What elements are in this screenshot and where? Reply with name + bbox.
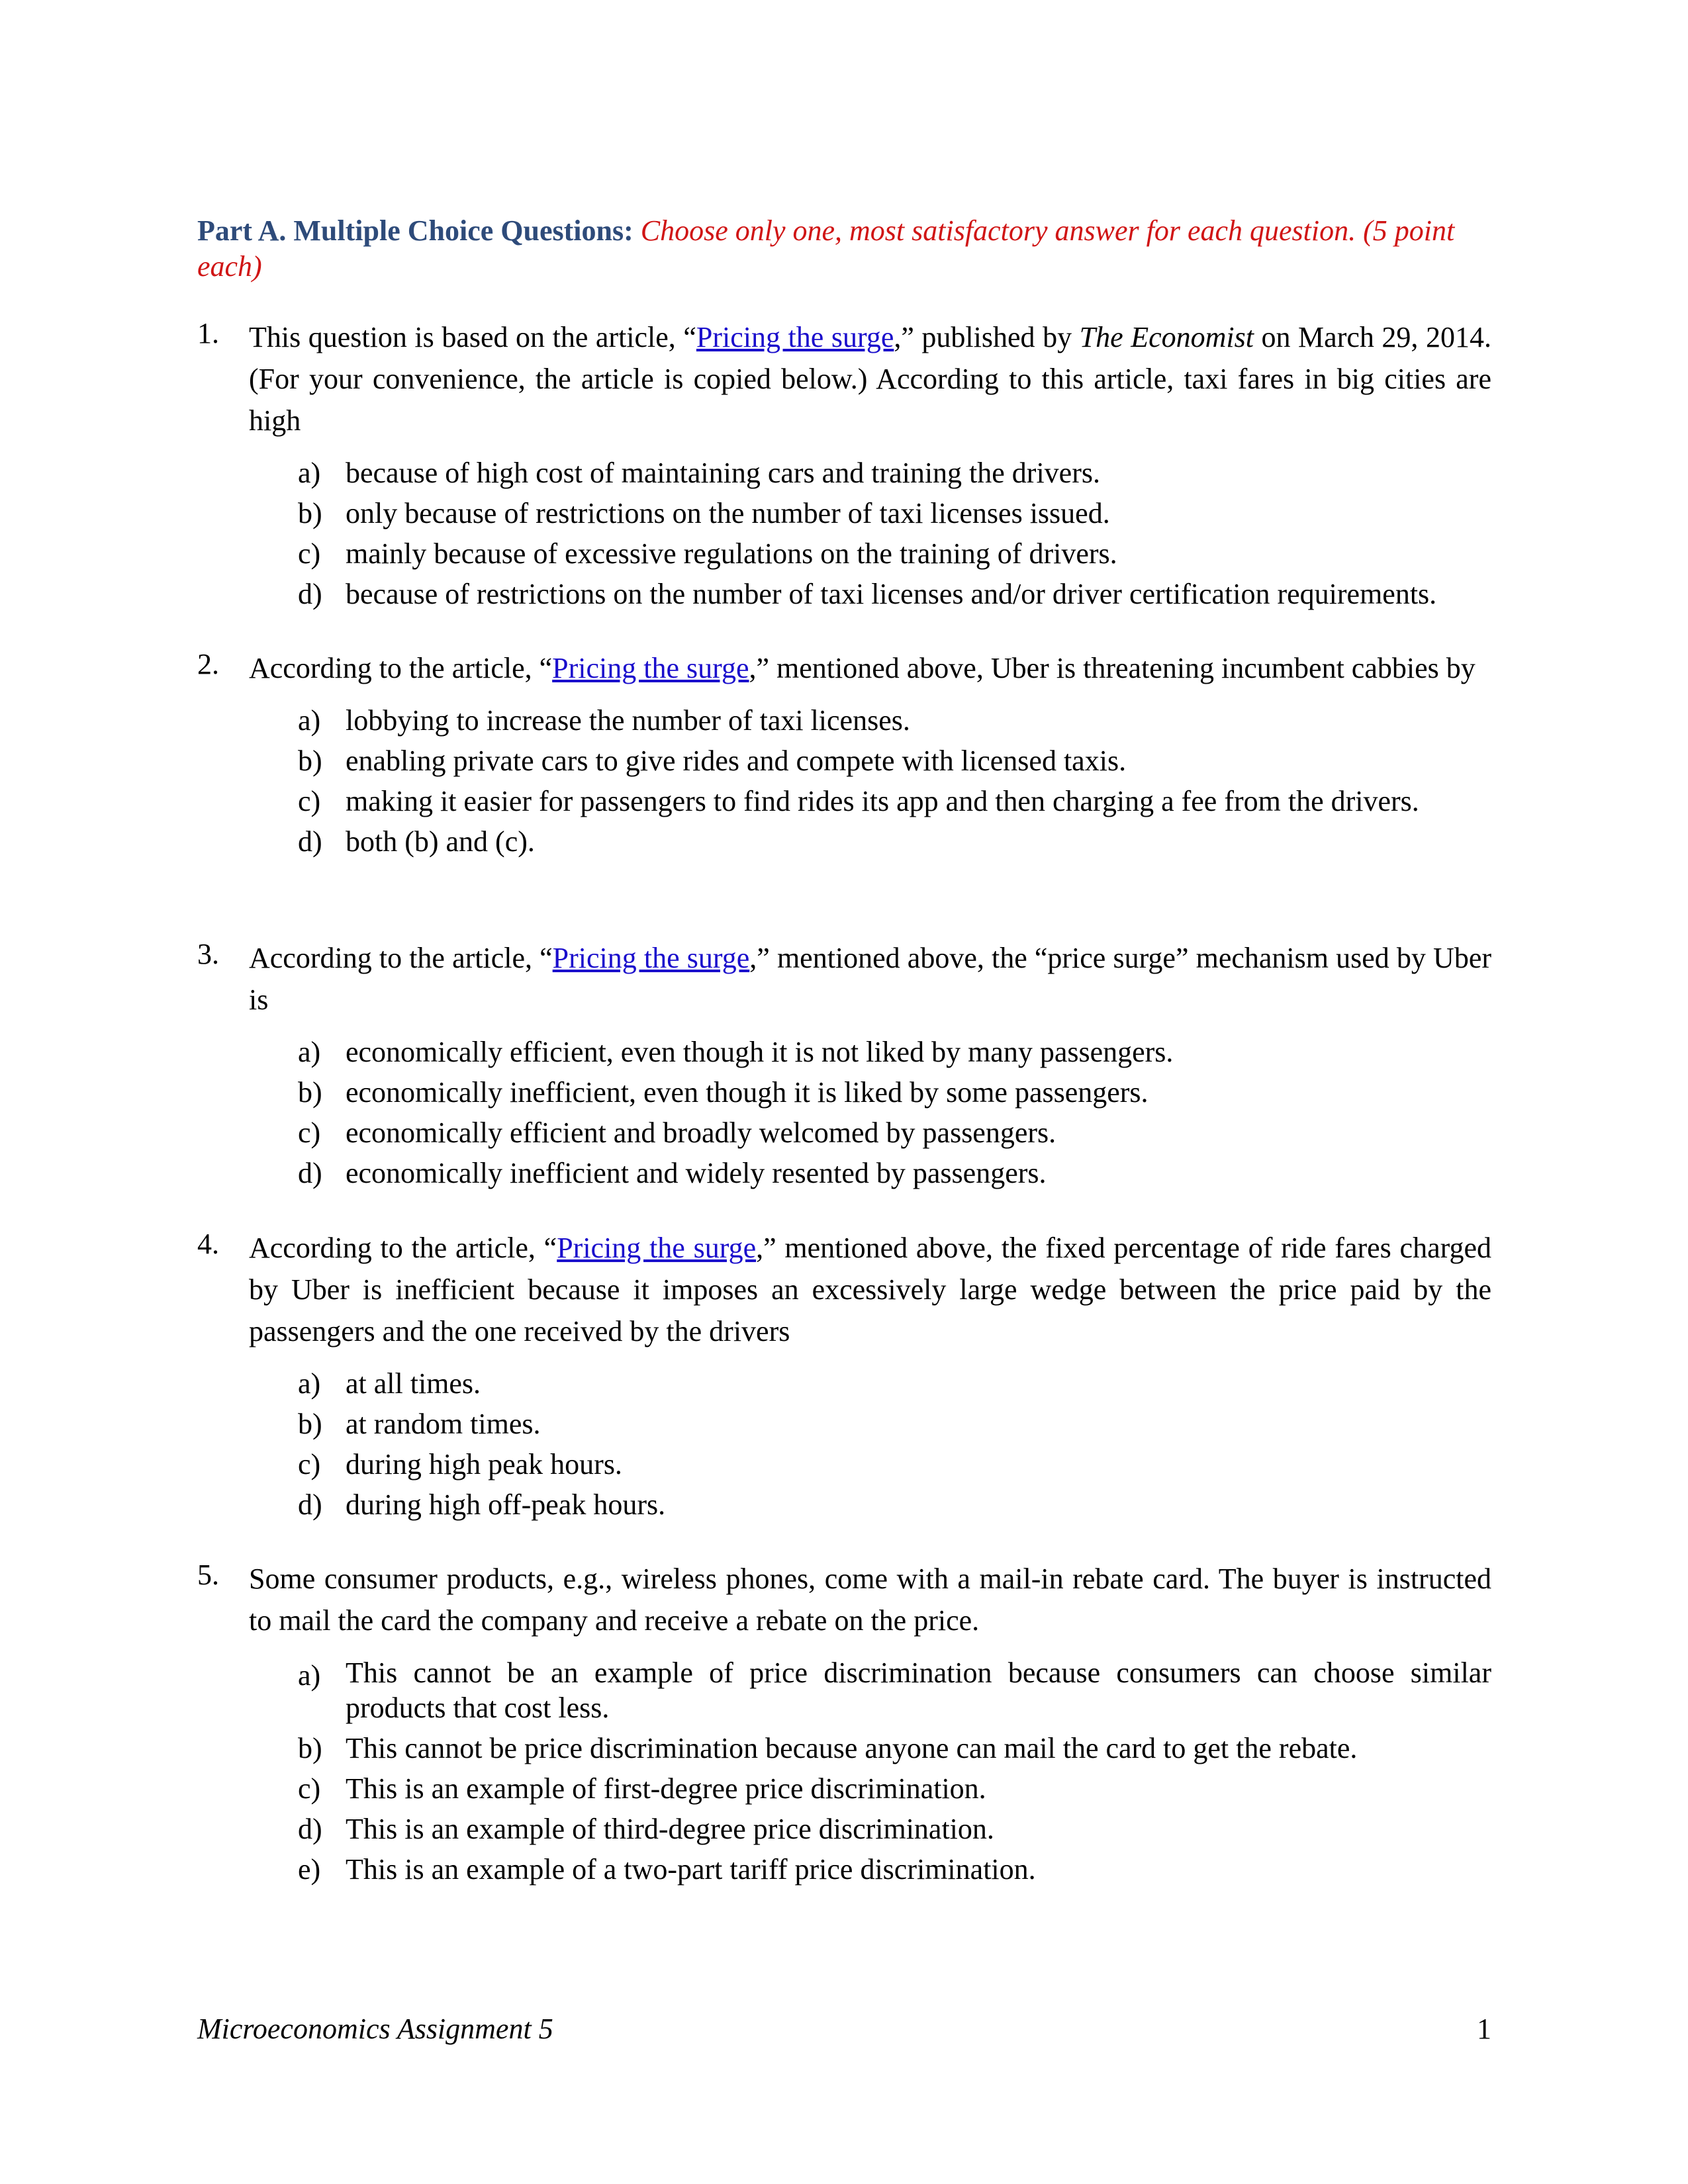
answer-options [298,1653,1491,1889]
answer-option: d) economically inefficient and widely resented by passengers. [298,1157,1047,1189]
answer-option: a) because of high cost of maintaining cars and training the drivers. [298,457,1100,489]
question-2 [197,647,1491,862]
section-title: Part A. Multiple Choice Questions: [197,214,633,247]
answer-option: e) This is an example of a two-part tariff price discrimination. [298,1853,1036,1886]
page-number: 1 [1477,2013,1491,2045]
answer-option: d) both (b) and (c). [298,825,535,858]
answer-option: a) This cannot be an example of price discrimination because consumers can choose similar products that cost less. [298,1657,1491,1724]
question-number: 3. [197,938,219,970]
answer-option: d) This is an example of third-degree price discrimination. [298,1813,994,1845]
section-heading [197,213,1491,285]
answer-option: c) economically efficient and broadly welcomed by passengers. [298,1116,1056,1149]
question-4 [197,1227,1491,1525]
question-3 [197,937,1491,1193]
article-link[interactable]: Pricing the surge [552,652,749,684]
answer-option: b) economically inefficient, even though it is liked by some passengers. [298,1076,1149,1109]
answer-option: b) enabling private cars to give rides and compete with licensed taxis. [298,745,1127,777]
section-instruction: Choose only one, most satisfactory answer for each question. (5 point each) [197,214,1455,283]
answer-options [298,453,1491,614]
article-link[interactable]: Pricing the surge [696,321,894,353]
question-text: According to the article, “Pricing the surge,” mentioned above, the fixed percentage of ride fares charged by Uber is inefficient because it imposes an excessively large wedge between the price paid by the passengers and the one received by the drivers [249,1232,1491,1347]
page-footer [197,2012,1491,2052]
publication-name: The Economist [1079,321,1254,353]
footer-title: Microeconomics Assignment 5 [197,2013,553,2045]
question-text: According to the article, “Pricing the surge,” mentioned above, the “price surge” mechanism used by Uber is [249,942,1491,1016]
answer-options [298,1363,1491,1525]
question-text: Some consumer products, e.g., wireless phones, come with a mail-in rebate card. The buyer is instructed to mail the card the company and receive a rebate on the price. [249,1563,1491,1637]
answer-options [298,1032,1491,1193]
question-number: 2. [197,648,219,680]
answer-options [298,700,1491,862]
answer-option: a) lobbying to increase the number of taxi licenses. [298,704,910,737]
answer-option: b) This cannot be price discrimination because anyone can mail the card to get the rebate. [298,1732,1358,1764]
article-link[interactable]: Pricing the surge [552,942,750,974]
answer-option: d) because of restrictions on the number of taxi licenses and/or driver certification requirements. [298,578,1437,610]
question-1 [197,316,1491,614]
question-text: According to the article, “Pricing the surge,” mentioned above, Uber is threatening incumbent cabbies by [249,652,1476,684]
article-link[interactable]: Pricing the surge [557,1232,757,1264]
answer-option: d) during high off-peak hours. [298,1488,666,1521]
question-number: 4. [197,1228,219,1260]
question-number: 1. [197,317,219,349]
answer-option: c) This is an example of first-degree price discrimination. [298,1772,986,1805]
question-number: 5. [197,1559,219,1591]
answer-option: b) at random times. [298,1408,541,1440]
answer-option: c) making it easier for passengers to find rides its app and then charging a fee from the drivers. [298,785,1419,817]
answer-option: c) mainly because of excessive regulations on the training of drivers. [298,537,1117,570]
answer-option: a) at all times. [298,1367,481,1400]
answer-option: b) only because of restrictions on the number of taxi licenses issued. [298,497,1110,529]
answer-option: a) economically efficient, even though it is not liked by many passengers. [298,1036,1174,1068]
question-text: This question is based on the article, “Pricing the surge,” published by The Economist on March 29, 2014. (For your convenience, the article is copied below.) According to this article, taxi fares in big cities are high [249,321,1491,437]
answer-option: c) during high peak hours. [298,1448,622,1480]
question-5 [197,1558,1491,1889]
